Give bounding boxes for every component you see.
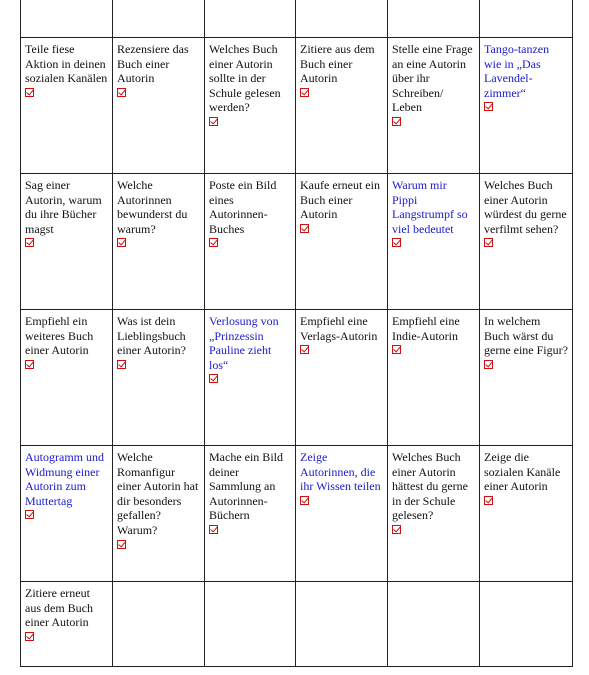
cell-text: Sag einer Autorin, warum du ihre Bücher magst bbox=[25, 178, 102, 236]
bingo-cell bbox=[205, 310, 296, 446]
bingo-cell bbox=[113, 174, 205, 310]
checked-box-icon bbox=[300, 224, 309, 233]
cell-text: Was ist dein Lieblingsbuch einer Autorin? bbox=[117, 314, 186, 358]
bingo-cell bbox=[296, 38, 388, 174]
bingo-cell bbox=[388, 0, 480, 38]
cell-link[interactable]: Autogramm und Widmung einer Autorin zum Muttertag bbox=[25, 450, 104, 508]
checked-box-icon bbox=[25, 632, 34, 641]
checked-box-icon bbox=[484, 496, 493, 505]
checked-box-icon bbox=[25, 88, 34, 97]
cell-text: Zitiere aus dem Buch einer Autorin bbox=[300, 42, 375, 86]
cell-text: Welche Romanfigur einer Autorin hat dir besonders gefallen? Warum? bbox=[117, 450, 199, 537]
cell-text: Kaufe erneut ein Buch einer Autorin bbox=[300, 178, 380, 222]
cell-link[interactable]: Verlosung von „Prinzessin Pauline zieht los“ bbox=[209, 314, 279, 372]
cell-text: Empfiehl eine Verlags-Autorin bbox=[300, 314, 378, 343]
bingo-cell bbox=[480, 38, 573, 174]
bingo-cell bbox=[21, 38, 113, 174]
bingo-cell bbox=[205, 0, 296, 38]
bingo-cell bbox=[480, 174, 573, 310]
bingo-cell bbox=[113, 0, 205, 38]
bingo-cell bbox=[296, 582, 388, 667]
bingo-cell bbox=[113, 582, 205, 667]
cell-text: Welches Buch einer Autorin hättest du gerne in der Schule gelesen? bbox=[392, 450, 468, 523]
checked-box-icon bbox=[392, 238, 401, 247]
bingo-cell bbox=[480, 582, 573, 667]
bingo-cell bbox=[388, 582, 480, 667]
cell-text: Zitiere erneut aus dem Buch einer Autorin bbox=[25, 586, 93, 630]
table-row bbox=[21, 582, 573, 667]
checked-box-icon bbox=[117, 238, 126, 247]
checked-box-icon bbox=[209, 374, 218, 383]
cell-text: Teile fiese Aktion in deinen sozialen Kanälen bbox=[25, 42, 108, 86]
cell-text: Welches Buch einer Autorin sollte in der Schule gelesen werden? bbox=[209, 42, 281, 115]
cell-link[interactable]: Zeige Autorinnen, die ihr Wissen teilen bbox=[300, 450, 381, 494]
cell-link[interactable]: Tango-tanzen wie in „Das Lavendel-zimmer“ bbox=[484, 42, 550, 100]
bingo-cell bbox=[21, 174, 113, 310]
table-row bbox=[21, 310, 573, 446]
cell-text: Zeige die sozialen Kanäle einer Autorin bbox=[484, 450, 561, 494]
checked-box-icon bbox=[484, 360, 493, 369]
cell-text: Mache ein Bild deiner Sammlung an Autorinnen-Büchern bbox=[209, 450, 283, 523]
bingo-table-body bbox=[21, 0, 573, 667]
table-row bbox=[21, 446, 573, 582]
bingo-cell bbox=[388, 38, 480, 174]
bingo-cell bbox=[113, 38, 205, 174]
checked-box-icon bbox=[392, 117, 401, 126]
bingo-cell bbox=[21, 0, 113, 38]
cell-link[interactable]: Warum mir Pippi Langstrumpf so viel bedeutet bbox=[392, 178, 468, 236]
checked-box-icon bbox=[392, 525, 401, 534]
table-row bbox=[21, 38, 573, 174]
bingo-cell bbox=[388, 310, 480, 446]
bingo-cell bbox=[205, 174, 296, 310]
checked-box-icon bbox=[392, 345, 401, 354]
checked-box-icon bbox=[209, 525, 218, 534]
checked-box-icon bbox=[117, 360, 126, 369]
checked-box-icon bbox=[300, 88, 309, 97]
cell-text: Empfiehl ein weiteres Buch einer Autorin bbox=[25, 314, 94, 358]
checked-box-icon bbox=[25, 510, 34, 519]
bingo-cell bbox=[21, 310, 113, 446]
checked-box-icon bbox=[25, 360, 34, 369]
checked-box-icon bbox=[484, 102, 493, 111]
bingo-cell bbox=[205, 446, 296, 582]
cell-text: Welche Autorinnen bewunderst du warum? bbox=[117, 178, 188, 236]
cell-text: Poste ein Bild eines Autorinnen-Buches bbox=[209, 178, 277, 236]
bingo-cell bbox=[113, 310, 205, 446]
bingo-cell bbox=[296, 174, 388, 310]
checked-box-icon bbox=[209, 117, 218, 126]
checked-box-icon bbox=[209, 238, 218, 247]
table-row bbox=[21, 174, 573, 310]
bingo-table bbox=[20, 0, 573, 667]
checked-box-icon bbox=[484, 238, 493, 247]
bingo-cell bbox=[205, 582, 296, 667]
bingo-cell bbox=[21, 446, 113, 582]
bingo-cell bbox=[296, 446, 388, 582]
cell-text: Rezensiere das Buch einer Autorin bbox=[117, 42, 189, 86]
cell-text: Welches Buch einer Autorin würdest du gerne verfilmt sehen? bbox=[484, 178, 567, 236]
bingo-cell bbox=[480, 446, 573, 582]
bingo-cell bbox=[205, 38, 296, 174]
checked-box-icon bbox=[300, 345, 309, 354]
bingo-cell bbox=[388, 446, 480, 582]
bingo-cell bbox=[480, 310, 573, 446]
cell-text: In welchem Buch wärst du gerne eine Figur? bbox=[484, 314, 568, 358]
cell-text: Empfiehl eine Indie-Autorin bbox=[392, 314, 460, 343]
checked-box-icon bbox=[25, 238, 34, 247]
checked-box-icon bbox=[117, 88, 126, 97]
bingo-cell bbox=[296, 310, 388, 446]
bingo-cell bbox=[480, 0, 573, 38]
checked-box-icon bbox=[117, 540, 126, 549]
bingo-grid-container bbox=[20, 0, 572, 667]
checked-box-icon bbox=[300, 496, 309, 505]
bingo-cell bbox=[296, 0, 388, 38]
bingo-cell bbox=[21, 582, 113, 667]
bingo-cell bbox=[388, 174, 480, 310]
cell-text: Stelle eine Frage an eine Autorin über ihr Schreiben/ Leben bbox=[392, 42, 473, 115]
bingo-cell bbox=[113, 446, 205, 582]
table-row bbox=[21, 0, 573, 38]
